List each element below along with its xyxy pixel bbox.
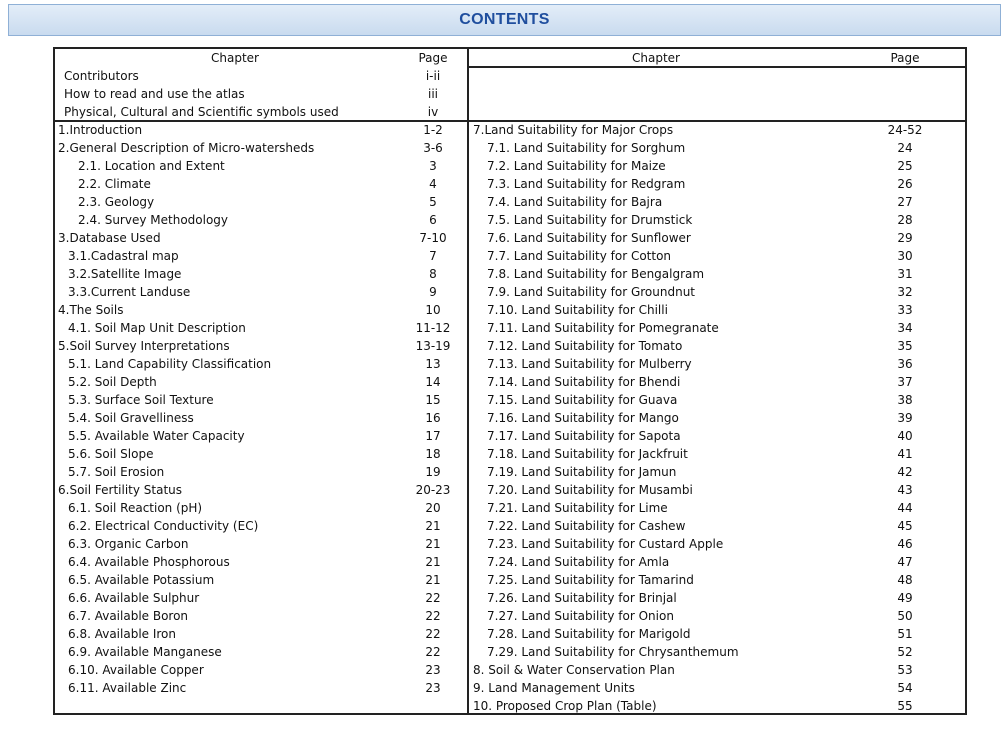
toc-entry-left-label: 3.Database Used (58, 231, 161, 245)
toc-entry-right-label: 7.11. Land Suitability for Pomegranate (487, 321, 719, 335)
toc-entry-left-page: 7-10 (419, 231, 447, 245)
toc-entry-left-page: 9 (429, 285, 437, 299)
toc-entry-left-label: 5.1. Land Capability Classification (68, 357, 272, 371)
toc-entry-left-label: 3.3.Current Landuse (68, 285, 191, 299)
toc-entry-left-label: 6.1. Soil Reaction (pH) (68, 501, 203, 515)
toc-entry-left-label: 5.Soil Survey Interpretations (58, 339, 230, 353)
toc-entry-left-page: 3 (429, 159, 437, 173)
toc-entry-right-page: 31 (897, 267, 913, 281)
toc-entry-right-page: 55 (897, 699, 913, 713)
toc-entry-left-label: 3.1.Cadastral map (68, 249, 179, 263)
toc-entry-left-page: 6 (429, 213, 437, 227)
toc-entry-right-label: 7.4. Land Suitability for Bajra (487, 195, 663, 209)
toc-entry-left-label: 6.3. Organic Carbon (68, 537, 189, 551)
toc-entry-left-page: 21 (425, 537, 441, 551)
contents-table (53, 47, 967, 715)
toc-entry-right-page: 48 (897, 573, 913, 587)
toc-entry-right-page: 42 (897, 465, 913, 479)
toc-entry-right-page: 54 (897, 681, 913, 695)
toc-entry-right-page: 26 (897, 177, 913, 191)
toc-entry-right-page: 35 (897, 339, 913, 353)
toc-entry-right-page: 53 (897, 663, 913, 677)
toc-entry-right-page: 29 (897, 231, 913, 245)
toc-entry-left-label: 6.Soil Fertility Status (58, 483, 183, 497)
toc-entry-right-label: 7.6. Land Suitability for Sunflower (487, 231, 691, 245)
toc-entry-left-page: 22 (425, 645, 441, 659)
toc-entry-left-page: 3-6 (423, 141, 443, 155)
header-chapter-left: Chapter (211, 51, 259, 65)
toc-entry-left-page: 4 (429, 177, 437, 191)
toc-entry-right-label: 7.1. Land Suitability for Sorghum (487, 141, 686, 155)
toc-entry-right-page: 50 (897, 609, 913, 623)
toc-entry-right-page: 34 (897, 321, 913, 335)
toc-entry-left-page: 20-23 (415, 483, 451, 497)
toc-entry-left-page: 19 (425, 465, 441, 479)
toc-entry-right-page: 30 (897, 249, 913, 263)
front-matter-entry-page: i-ii (425, 69, 441, 83)
toc-entry-right-label: 7.14. Land Suitability for Bhendi (487, 375, 681, 389)
toc-entry-left-page: 20 (425, 501, 441, 515)
toc-entry-right-label: 7.25. Land Suitability for Tamarind (487, 573, 694, 587)
toc-entry-left-label: 6.6. Available Sulphur (68, 591, 200, 605)
toc-entry-right-label: 7.26. Land Suitability for Brinjal (487, 591, 677, 605)
toc-entry-right-label: 7.9. Land Suitability for Groundnut (487, 285, 696, 299)
toc-entry-right-page: 38 (897, 393, 913, 407)
toc-entry-left-page: 13 (425, 357, 441, 371)
toc-entry-left-label: 2.4. Survey Methodology (78, 213, 229, 227)
toc-entry-left-label: 6.2. Electrical Conductivity (EC) (68, 519, 259, 533)
toc-entry-right-label: 7.20. Land Suitability for Musambi (487, 483, 693, 497)
toc-entry-right-page: 49 (897, 591, 913, 605)
front-matter-entry-page: iii (427, 87, 438, 101)
toc-entry-right-page: 24-52 (887, 123, 923, 137)
toc-entry-right-page: 32 (897, 285, 913, 299)
toc-entry-left-page: 22 (425, 591, 441, 605)
toc-entry-right-label: 7.7. Land Suitability for Cotton (487, 249, 672, 263)
toc-entry-right-label: 7.13. Land Suitability for Mulberry (487, 357, 692, 371)
toc-entry-right-label: 7.Land Suitability for Major Crops (473, 123, 674, 137)
header-chapter-right: Chapter (632, 51, 680, 65)
toc-entry-right-label: 7.3. Land Suitability for Redgram (487, 177, 686, 191)
header-page-right: Page (890, 51, 920, 65)
toc-entry-left-page: 13-19 (415, 339, 451, 353)
toc-entry-left-page: 5 (429, 195, 437, 209)
toc-entry-right-page: 43 (897, 483, 913, 497)
toc-entry-left-label: 6.11. Available Zinc (68, 681, 187, 695)
toc-entry-right-page: 46 (897, 537, 913, 551)
front-matter-entry-label: Contributors (64, 69, 139, 83)
toc-entry-left-label: 5.5. Available Water Capacity (68, 429, 245, 443)
toc-entry-right-label: 7.5. Land Suitability for Drumstick (487, 213, 693, 227)
front-matter-entry-label: How to read and use the atlas (64, 87, 245, 101)
toc-entry-right-page: 52 (897, 645, 913, 659)
toc-entry-right-label: 7.23. Land Suitability for Custard Apple (487, 537, 724, 551)
toc-entry-right-page: 24 (897, 141, 913, 155)
toc-entry-left-label: 6.9. Available Manganese (68, 645, 222, 659)
toc-entry-left-label: 6.4. Available Phosphorous (68, 555, 230, 569)
toc-entry-left-page: 16 (425, 411, 441, 425)
toc-entry-left-label: 6.5. Available Potassium (68, 573, 215, 587)
toc-entry-left-label: 6.7. Available Boron (68, 609, 189, 623)
toc-entry-right-label: 7.16. Land Suitability for Mango (487, 411, 679, 425)
toc-entry-right-page: 28 (897, 213, 913, 227)
toc-entry-left-label: 5.7. Soil Erosion (68, 465, 165, 479)
toc-entry-left-page: 11-12 (415, 321, 451, 335)
toc-entry-left-page: 23 (425, 663, 441, 677)
toc-entry-left-page: 10 (425, 303, 441, 317)
toc-entry-left-page: 18 (425, 447, 441, 461)
toc-entry-right-label: 7.19. Land Suitability for Jamun (487, 465, 677, 479)
toc-entry-right-label: 7.2. Land Suitability for Maize (487, 159, 666, 173)
toc-entry-right-label: 7.17. Land Suitability for Sapota (487, 429, 681, 443)
toc-entry-left-label: 5.6. Soil Slope (68, 447, 154, 461)
toc-entry-right-page: 44 (897, 501, 913, 515)
toc-entry-right-label: 7.18. Land Suitability for Jackfruit (487, 447, 688, 461)
toc-entry-right-page: 33 (897, 303, 913, 317)
toc-entry-left-label: 3.2.Satellite Image (68, 267, 182, 281)
toc-entry-left-label: 6.10. Available Copper (68, 663, 204, 677)
toc-entry-right-page: 25 (897, 159, 913, 173)
toc-entry-right-label: 7.10. Land Suitability for Chilli (487, 303, 668, 317)
toc-entry-left-page: 21 (425, 573, 441, 587)
toc-entry-left-page: 17 (425, 429, 441, 443)
toc-entry-right-label: 7.22. Land Suitability for Cashew (487, 519, 686, 533)
header-page-left: Page (418, 51, 448, 65)
toc-entry-left-page: 1-2 (423, 123, 443, 137)
toc-entry-right-page: 40 (897, 429, 913, 443)
toc-entry-left-page: 15 (425, 393, 441, 407)
toc-entry-right-page: 36 (897, 357, 913, 371)
toc-entry-right-label: 7.28. Land Suitability for Marigold (487, 627, 691, 641)
page-title: CONTENTS (459, 11, 550, 28)
toc-entry-left-label: 6.8. Available Iron (68, 627, 176, 641)
toc-entry-left-label: 4.The Soils (58, 303, 124, 317)
toc-entry-left-page: 8 (429, 267, 437, 281)
toc-entry-right-label: 7.27. Land Suitability for Onion (487, 609, 674, 623)
toc-entry-left-page: 23 (425, 681, 441, 695)
toc-entry-right-page: 45 (897, 519, 913, 533)
toc-entry-left-label: 5.4. Soil Gravelliness (68, 411, 194, 425)
toc-entry-left-label: 2.General Description of Micro-watersheds (58, 141, 315, 155)
toc-entry-right-label: 7.29. Land Suitability for Chrysanthemum (487, 645, 739, 659)
toc-entry-right-label: 9. Land Management Units (473, 681, 635, 695)
toc-entry-left-label: 4.1. Soil Map Unit Description (68, 321, 246, 335)
toc-entry-left-page: 21 (425, 519, 441, 533)
toc-entry-right-label: 8. Soil & Water Conservation Plan (473, 663, 675, 677)
front-matter-entry-page: iv (427, 105, 439, 119)
toc-entry-left-label: 2.1. Location and Extent (78, 159, 225, 173)
toc-entry-left-label: 5.3. Surface Soil Texture (68, 393, 214, 407)
toc-entry-left-page: 7 (429, 249, 437, 263)
toc-entry-right-page: 27 (897, 195, 913, 209)
toc-entry-right-label: 7.8. Land Suitability for Bengalgram (487, 267, 705, 281)
toc-entry-left-page: 21 (425, 555, 441, 569)
toc-entry-right-page: 51 (897, 627, 913, 641)
toc-entry-right-label: 7.24. Land Suitability for Amla (487, 555, 670, 569)
toc-entry-right-label: 7.21. Land Suitability for Lime (487, 501, 668, 515)
toc-entry-right-label: 7.15. Land Suitability for Guava (487, 393, 678, 407)
toc-entry-left-page: 22 (425, 627, 441, 641)
front-matter-entry-label: Physical, Cultural and Scientific symbols used (64, 105, 339, 119)
toc-entry-right-page: 47 (897, 555, 913, 569)
contents-title-bar (8, 4, 1001, 36)
column-divider (467, 49, 469, 713)
toc-entry-right-label: 7.12. Land Suitability for Tomato (487, 339, 683, 353)
toc-entry-right-page: 37 (897, 375, 913, 389)
toc-entry-left-label: 2.3. Geology (78, 195, 155, 209)
toc-entry-right-page: 39 (897, 411, 913, 425)
toc-entry-left-label: 2.2. Climate (78, 177, 151, 191)
toc-entry-right-page: 41 (897, 447, 913, 461)
right-header-divider-top (467, 66, 965, 68)
toc-entry-left-page: 14 (425, 375, 441, 389)
toc-entry-left-label: 5.2. Soil Depth (68, 375, 157, 389)
toc-entry-left-label: 1.Introduction (58, 123, 143, 137)
toc-entry-left-page: 22 (425, 609, 441, 623)
toc-entry-right-label: 10. Proposed Crop Plan (Table) (473, 699, 657, 713)
